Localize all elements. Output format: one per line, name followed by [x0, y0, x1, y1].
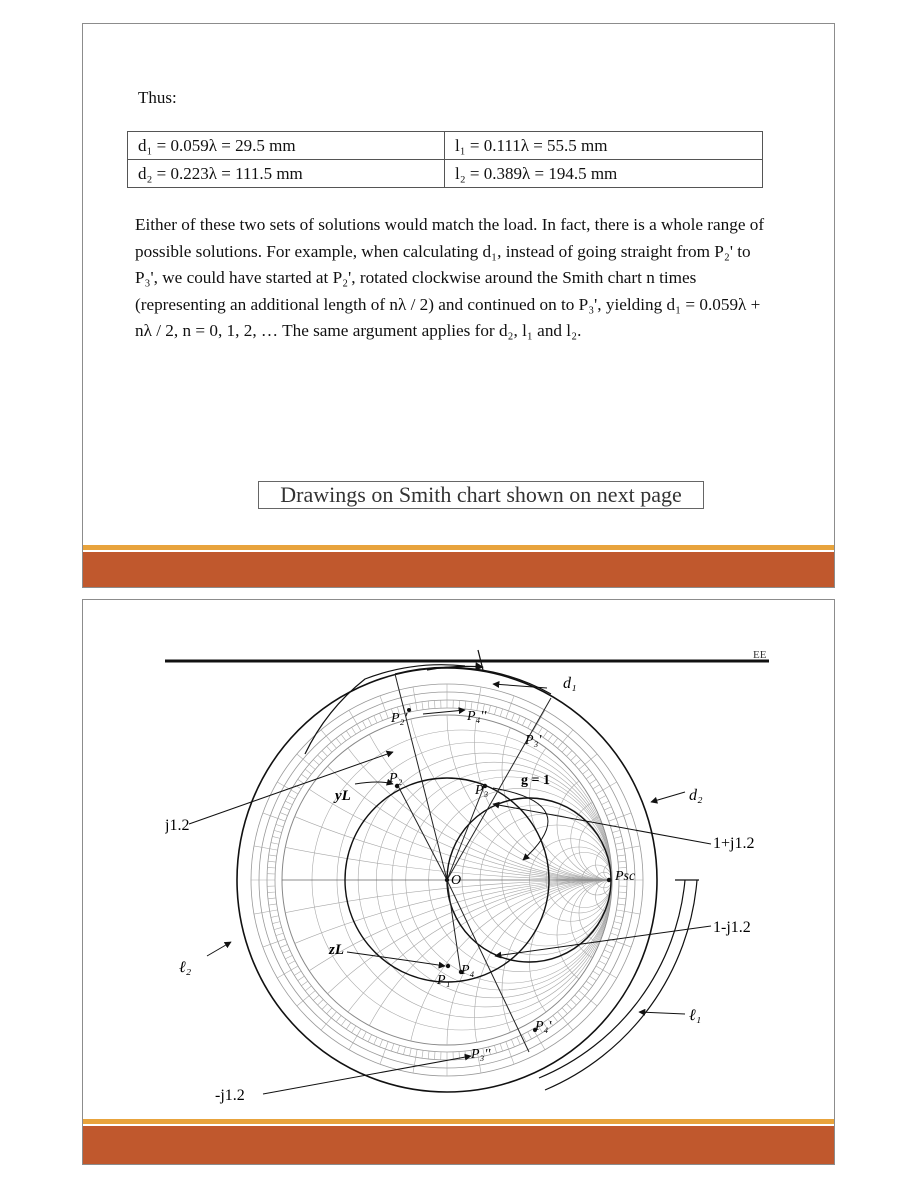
label-zl: zL [329, 942, 344, 958]
label-p2p: P₂' [391, 711, 408, 726]
grid-circles [165, 634, 773, 1104]
solution-d2: d₂ = 0.223λ = 111.5 mm [128, 160, 445, 188]
label-psc: Psc [615, 869, 636, 884]
d1-arc [395, 667, 551, 694]
table-row [128, 160, 763, 188]
explanation-paragraph: Either of these two sets of solutions would match the load. In fact, there is a whole range of possible solutions. For example, when calculating d₁, instead of going straight from P₂' to P₃', we could have started at P₂', rotated clockwise around the Smith chart n times (representing an additional length of nλ / 2) and continued on to P₃', yielding d₁ = 0.059λ + nλ / 2, n = 0, 1, 2, … The same argument applies for d₂, l₁ and l₂. [135, 215, 765, 340]
smith-chart-figure [165, 634, 773, 1104]
label-plus-j12: 1+j1.2 [713, 835, 755, 852]
footer-accent-line [83, 545, 834, 550]
l1-arc-outer [545, 880, 697, 1090]
thus-label: Thus: [138, 88, 177, 107]
slide-text [82, 23, 835, 588]
label-p4: P₄ [461, 963, 475, 978]
label-neg-j12: -j1.2 [215, 1087, 245, 1104]
footer-accent-line [83, 1119, 834, 1124]
label-p2: P₂ [389, 771, 403, 786]
label-minus-j12: 1-j1.2 [713, 919, 751, 936]
solution-l1: l₁ = 0.111λ = 55.5 mm [445, 132, 763, 160]
label-d1: d₁ [563, 675, 577, 692]
footer-bar [83, 1126, 834, 1165]
next-page-note: Drawings on Smith chart shown on next page [258, 481, 704, 509]
label-p4pp: P₄'' [467, 709, 487, 724]
label-yl: yL [335, 788, 351, 804]
solutions-table [127, 131, 763, 188]
slide-smith-chart [82, 599, 835, 1165]
smith-chart-svg [165, 634, 773, 1104]
point-psc [607, 878, 611, 882]
label-d2: d₂ [689, 787, 703, 804]
label-j12-left: j1.2 [165, 817, 190, 834]
corner-label: EE [753, 649, 767, 661]
point-o [445, 878, 449, 882]
point-p1 [446, 964, 450, 968]
label-l2: ℓ₂ [179, 959, 192, 976]
label-p3: P₃ [475, 783, 489, 798]
solution-d1: d₁ = 0.059λ = 29.5 mm [128, 132, 445, 160]
table-row [128, 132, 763, 160]
smith-grid [165, 634, 773, 1104]
footer-bar [83, 552, 834, 588]
label-p4p: P₄' [535, 1019, 552, 1034]
label-p3p: P₃' [525, 733, 542, 748]
point-p2p [407, 708, 411, 712]
label-p3pp: P₃'' [471, 1047, 491, 1062]
solution-l2: l₂ = 0.389λ = 194.5 mm [445, 160, 763, 188]
label-p1: P₁ [437, 973, 451, 988]
label-l1: ℓ₁ [689, 1007, 702, 1024]
label-o: O [451, 873, 462, 888]
label-g1: g = 1 [521, 773, 550, 788]
